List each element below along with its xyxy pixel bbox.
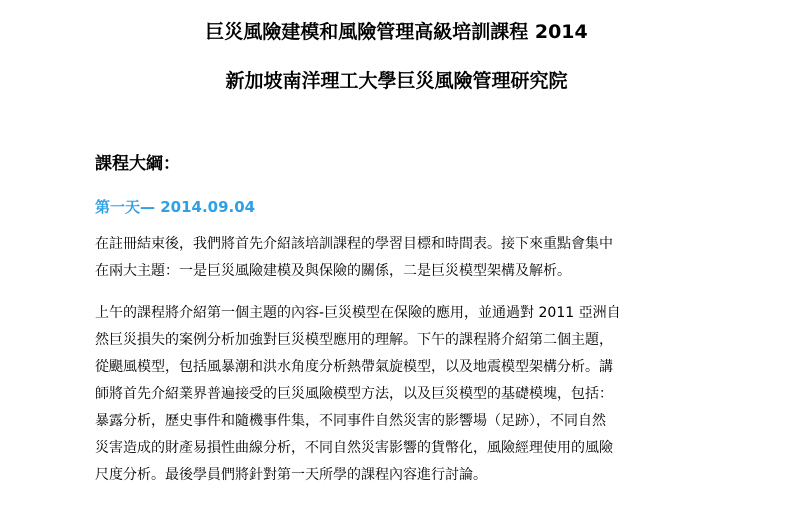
paragraph-line: 災害造成的財產易損性曲線分析，不同自然災害影響的貨幣化，風險經理使用的風險 [95, 440, 613, 456]
paragraph-line: 暴露分析，歷史事件和隨機事件集，不同事件自然災害的影響場（足跡），不同自然 [95, 413, 606, 429]
paragraph-line: 從颶風模型，包括風暴潮和洪水角度分析熱帶氣旋模型，以及地震模型架構分析。講 [95, 359, 613, 375]
institution-title: 新加坡南洋理工大學巨災風險管理研究院 [225, 70, 568, 92]
day-one-heading: 第一天— 2014.09.04 [95, 198, 256, 216]
paragraph-line: 上午的課程將介紹第一個主題的內容-巨災模型在保險的應用，並通過對 2011 亞洲自 [95, 305, 621, 321]
course-outline-heading: 課程大綱： [95, 154, 180, 174]
paragraph-morning-afternoon [95, 300, 705, 489]
paragraph-line: 尺度分析。最後學員們將針對第一天所學的課程內容進行討論。 [95, 467, 487, 483]
paragraph-line: 然巨災損失的案例分析加強對巨災模型應用的理解。下午的課程將介紹第二個主題， [95, 332, 613, 348]
document-title: 巨災風險建模和風險管理高級培訓課程 2014 [205, 21, 588, 43]
paragraph-line: 在註冊結束後，我們將首先介紹該培訓課程的學習目標和時間表。接下來重點會集中 [95, 236, 613, 252]
paragraph-intro [95, 231, 705, 285]
paragraph-line: 師將首先介紹業界普遍接受的巨災風險模型方法，以及巨災模型的基礎模塊，包括： [95, 386, 613, 402]
paragraph-line: 在兩大主題：一是巨災風險建模及與保險的關係，二是巨災模型架構及解析。 [95, 263, 571, 279]
